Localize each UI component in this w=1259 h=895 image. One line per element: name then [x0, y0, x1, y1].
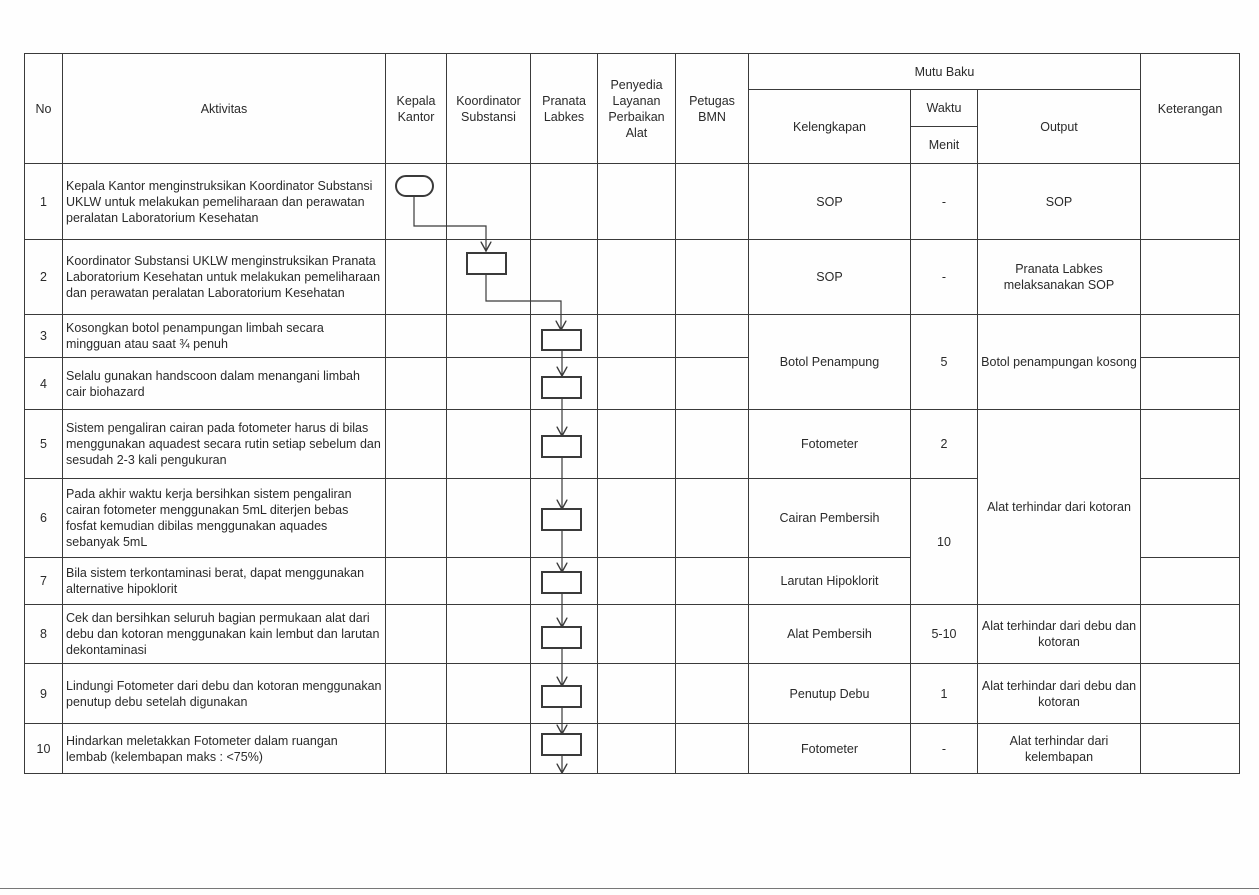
lane-penyedia — [598, 724, 676, 774]
lane-pranata — [531, 605, 598, 664]
row-keterangan — [1141, 479, 1240, 558]
row-kelengkapan: Fotometer — [749, 410, 911, 479]
row-keterangan — [1141, 605, 1240, 664]
row-no: 5 — [25, 410, 63, 479]
lane-kepala — [386, 164, 447, 240]
row-aktivitas: Selalu gunakan handscoon dalam menangani limbah cair biohazard — [63, 358, 386, 410]
row-no: 8 — [25, 605, 63, 664]
lane-kepala — [386, 240, 447, 315]
row-no: 10 — [25, 724, 63, 774]
row-no: 3 — [25, 315, 63, 358]
row-kelengkapan: Penutup Debu — [749, 664, 911, 724]
row-no: 9 — [25, 664, 63, 724]
lane-kepala — [386, 558, 447, 605]
row-waktu: 5 — [911, 315, 978, 410]
lane-pranata — [531, 410, 598, 479]
row-kelengkapan: SOP — [749, 240, 911, 315]
row-aktivitas: Kosongkan botol penampungan limbah secara mingguan atau saat ¾ penuh — [63, 315, 386, 358]
row-no: 7 — [25, 558, 63, 605]
row-kelengkapan: SOP — [749, 164, 911, 240]
lane-koordinator — [447, 240, 531, 315]
lane-kepala — [386, 410, 447, 479]
lane-petugas — [676, 664, 749, 724]
lane-petugas — [676, 240, 749, 315]
lane-penyedia — [598, 240, 676, 315]
row-waktu: 5-10 — [911, 605, 978, 664]
lane-penyedia — [598, 664, 676, 724]
row-aktivitas: Pada akhir waktu kerja bersihkan sistem pengaliran cairan fotometer menggunakan 5mL diterjen bebas fosfat kemudian dibilas menggunakan aquades sebanyak 5mL — [63, 479, 386, 558]
row-waktu: - — [911, 164, 978, 240]
header-petugas: Petugas BMN — [676, 54, 749, 164]
row-kelengkapan: Alat Pembersih — [749, 605, 911, 664]
lane-koordinator — [447, 410, 531, 479]
lane-kepala — [386, 664, 447, 724]
header-pranata: Pranata Labkes — [531, 54, 598, 164]
lane-pranata — [531, 240, 598, 315]
row-kelengkapan: Botol Penampung — [749, 315, 911, 410]
lane-koordinator — [447, 358, 531, 410]
row-no: 4 — [25, 358, 63, 410]
row-output: Alat terhindar dari debu dan kotoran — [978, 605, 1141, 664]
lane-kepala — [386, 358, 447, 410]
row-aktivitas: Bila sistem terkontaminasi berat, dapat menggunakan alternative hipoklorit — [63, 558, 386, 605]
row-aktivitas: Koordinator Substansi UKLW menginstruksikan Pranata Laboratorium Kesehatan untuk melakukan pemeliharaan dan perawatan peralatan Laboratorium Kesehatan — [63, 240, 386, 315]
row-waktu: 1 — [911, 664, 978, 724]
lane-penyedia — [598, 410, 676, 479]
lane-penyedia — [598, 558, 676, 605]
lane-koordinator — [447, 664, 531, 724]
lane-petugas — [676, 410, 749, 479]
header-menit: Menit — [911, 127, 978, 164]
header-aktivitas: Aktivitas — [63, 54, 386, 164]
lane-pranata — [531, 315, 598, 358]
lane-petugas — [676, 164, 749, 240]
header-kepala-kantor: Kepala Kantor — [386, 54, 447, 164]
row-keterangan — [1141, 724, 1240, 774]
lane-koordinator — [447, 558, 531, 605]
header-kelengkapan: Kelengkapan — [749, 90, 911, 164]
row-keterangan — [1141, 240, 1240, 315]
row-kelengkapan: Larutan Hipoklorit — [749, 558, 911, 605]
lane-penyedia — [598, 605, 676, 664]
row-waktu: 10 — [911, 479, 978, 605]
row-aktivitas: Sistem pengaliran cairan pada fotometer harus di bilas menggunakan aquadest secara rutin setiap sebelum dan sesudah 2-3 kali pengukuran — [63, 410, 386, 479]
lane-petugas — [676, 724, 749, 774]
lane-petugas — [676, 358, 749, 410]
row-output: Pranata Labkes melaksanakan SOP — [978, 240, 1141, 315]
row-output: SOP — [978, 164, 1141, 240]
row-output: Alat terhindar dari kotoran — [978, 410, 1141, 605]
lane-kepala — [386, 479, 447, 558]
row-keterangan — [1141, 315, 1240, 358]
row-keterangan — [1141, 358, 1240, 410]
row-keterangan — [1141, 410, 1240, 479]
row-output: Alat terhindar dari debu dan kotoran — [978, 664, 1141, 724]
lane-petugas — [676, 479, 749, 558]
lane-kepala — [386, 724, 447, 774]
header-mutu-baku: Mutu Baku — [749, 54, 1141, 90]
lane-penyedia — [598, 164, 676, 240]
header-waktu: Waktu — [911, 90, 978, 127]
row-kelengkapan: Cairan Pembersih — [749, 479, 911, 558]
row-waktu: - — [911, 724, 978, 774]
header-output: Output — [978, 90, 1141, 164]
lane-pranata — [531, 164, 598, 240]
row-keterangan — [1141, 164, 1240, 240]
sop-table — [24, 53, 1240, 774]
row-aktivitas: Lindungi Fotometer dari debu dan kotoran menggunakan penutup debu setelah digunakan — [63, 664, 386, 724]
row-output: Alat terhindar dari kelembapan — [978, 724, 1141, 774]
row-aktivitas: Kepala Kantor menginstruksikan Koordinator Substansi UKLW untuk melakukan pemeliharaan dan perawatan peralatan Laboratorium Kesehatan — [63, 164, 386, 240]
row-keterangan — [1141, 558, 1240, 605]
row-aktivitas: Cek dan bersihkan seluruh bagian permukaan alat dari debu dan kotoran menggunakan kain lembut dan larutan dekontaminasi — [63, 605, 386, 664]
lane-penyedia — [598, 358, 676, 410]
lane-petugas — [676, 558, 749, 605]
lane-pranata — [531, 724, 598, 774]
header-no: No — [25, 54, 63, 164]
lane-koordinator — [447, 315, 531, 358]
lane-penyedia — [598, 479, 676, 558]
row-waktu: - — [911, 240, 978, 315]
row-keterangan — [1141, 664, 1240, 724]
row-no: 6 — [25, 479, 63, 558]
lane-koordinator — [447, 724, 531, 774]
row-no: 2 — [25, 240, 63, 315]
page-bottom-edge — [0, 888, 1259, 889]
lane-koordinator — [447, 479, 531, 558]
lane-pranata — [531, 479, 598, 558]
lane-kepala — [386, 315, 447, 358]
lane-koordinator — [447, 164, 531, 240]
lane-pranata — [531, 358, 598, 410]
lane-petugas — [676, 605, 749, 664]
header-koordinator: Koordinator Substansi — [447, 54, 531, 164]
lane-pranata — [531, 664, 598, 724]
row-no: 1 — [25, 164, 63, 240]
row-waktu: 2 — [911, 410, 978, 479]
lane-koordinator — [447, 605, 531, 664]
row-aktivitas: Hindarkan meletakkan Fotometer dalam ruangan lembab (kelembapan maks : <75%) — [63, 724, 386, 774]
header-penyedia: Penyedia Layanan Perbaikan Alat — [598, 54, 676, 164]
row-output: Botol penampungan kosong — [978, 315, 1141, 410]
lane-kepala — [386, 605, 447, 664]
row-kelengkapan: Fotometer — [749, 724, 911, 774]
header-keterangan: Keterangan — [1141, 54, 1240, 164]
lane-petugas — [676, 315, 749, 358]
lane-pranata — [531, 558, 598, 605]
lane-penyedia — [598, 315, 676, 358]
